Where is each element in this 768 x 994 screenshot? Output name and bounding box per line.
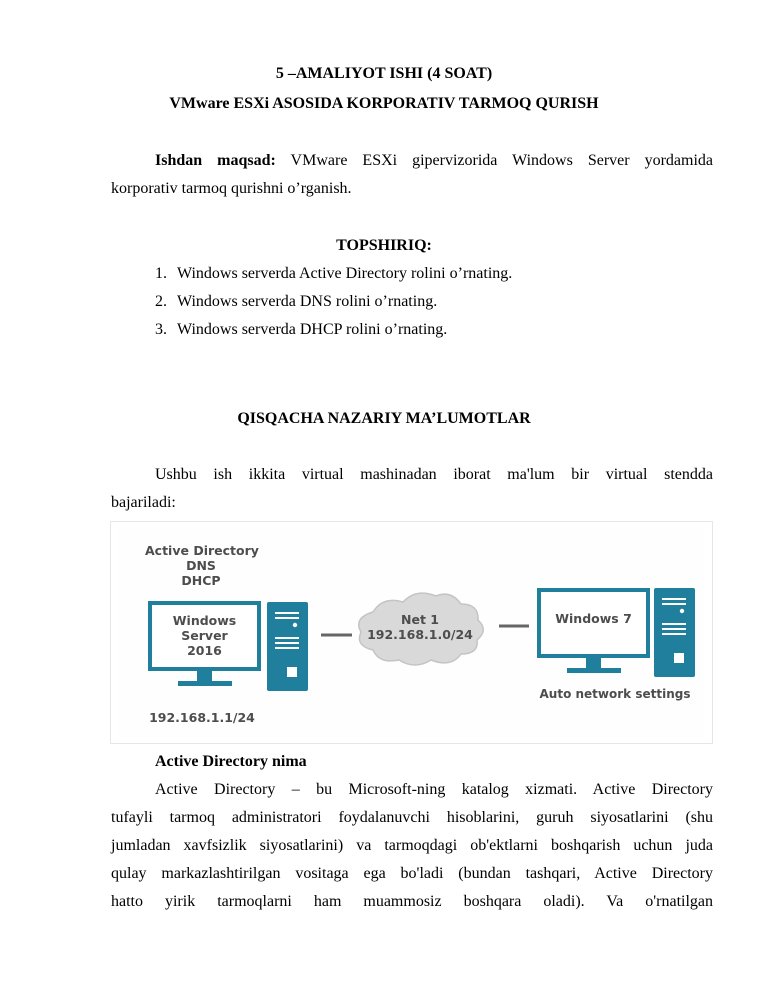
task-item	[155, 265, 512, 283]
role-dns: DNS	[186, 558, 216, 573]
task-heading: TOPSHIRIQ:	[336, 237, 432, 254]
server-screen-label	[150, 613, 259, 658]
goal-text: VMware ESXi gipervizorida Windows Server yordamida	[275, 152, 714, 169]
client-tower-icon	[654, 588, 695, 677]
task-item	[155, 293, 437, 311]
theory-heading: QISQACHA NAZARIY MA’LUMOTLAR	[237, 410, 531, 427]
network-diagram	[110, 521, 713, 744]
server-os-line-2: Server	[181, 628, 228, 643]
role-dhcp: DHCP	[181, 573, 221, 588]
task-item-number: 3.	[155, 321, 167, 338]
task-item-text: Windows serverda DNS rolini o’rnating.	[177, 293, 438, 310]
task-item	[155, 321, 447, 339]
lab-title: 5 –AMALIYOT ISHI (4 SOAT)	[275, 65, 493, 82]
client-note-label: Auto network settings	[539, 687, 691, 701]
task-item-number: 2.	[155, 293, 167, 310]
paragraph-line: Active Directory – bu Microsoft-ning katalog xizmati. Active Directory	[155, 781, 713, 798]
paragraph-line: tufayli tarmoq administratori foydalanuvchi hisoblarini, guruh siyosatlarini (shu	[111, 809, 713, 826]
task-item-number: 1.	[155, 265, 167, 282]
theory-intro-line-2: bajariladi:	[111, 494, 176, 511]
theory-intro-line-1: Ushbu ish ikkita virtual mashinadan iborat ma'lum bir virtual stendda	[155, 466, 713, 483]
paragraph-line: qulay markazlashtirilgan vositaga ega bo'ladi (bundan tashqari, Active Directory	[111, 865, 713, 882]
task-item-text: Windows serverda DHCP rolini o’rnating.	[177, 321, 448, 338]
network-subnet: 192.168.1.0/24	[367, 627, 473, 642]
client-screen-label: Windows 7	[555, 611, 632, 626]
role-active-directory: Active Directory	[145, 543, 259, 558]
server-ip-label: 192.168.1.1/24	[149, 710, 255, 725]
client-monitor-icon	[539, 590, 648, 673]
paragraph-line: hatto yirik tarmoqlarni ham muammosiz boshqara oladi). Va o'rnatilgan	[111, 893, 713, 910]
server-os-line-3: 2016	[187, 643, 222, 658]
server-tower-icon	[267, 602, 308, 691]
task-item-text: Windows serverda Active Directory rolini o’rnating.	[177, 265, 513, 282]
section-heading-active-directory: Active Directory nima	[155, 753, 307, 770]
network-name: Net 1	[401, 612, 439, 627]
paragraph-line: jumladan xavfsizlik siyosatlarini) va tarmoqdagi ob'ektlarni boshqarish uchun juda	[111, 837, 713, 854]
goal-line-1	[155, 152, 713, 170]
lab-subtitle: VMware ESXi ASOSIDA KORPORATIV TARMOQ QURISH	[169, 95, 599, 112]
network-label	[361, 612, 479, 642]
goal-label: Ishdan maqsad:	[155, 152, 276, 169]
goal-line-2: korporativ tarmoq qurishni o’rganish.	[111, 180, 352, 197]
server-os-line-1: Windows	[172, 613, 237, 628]
